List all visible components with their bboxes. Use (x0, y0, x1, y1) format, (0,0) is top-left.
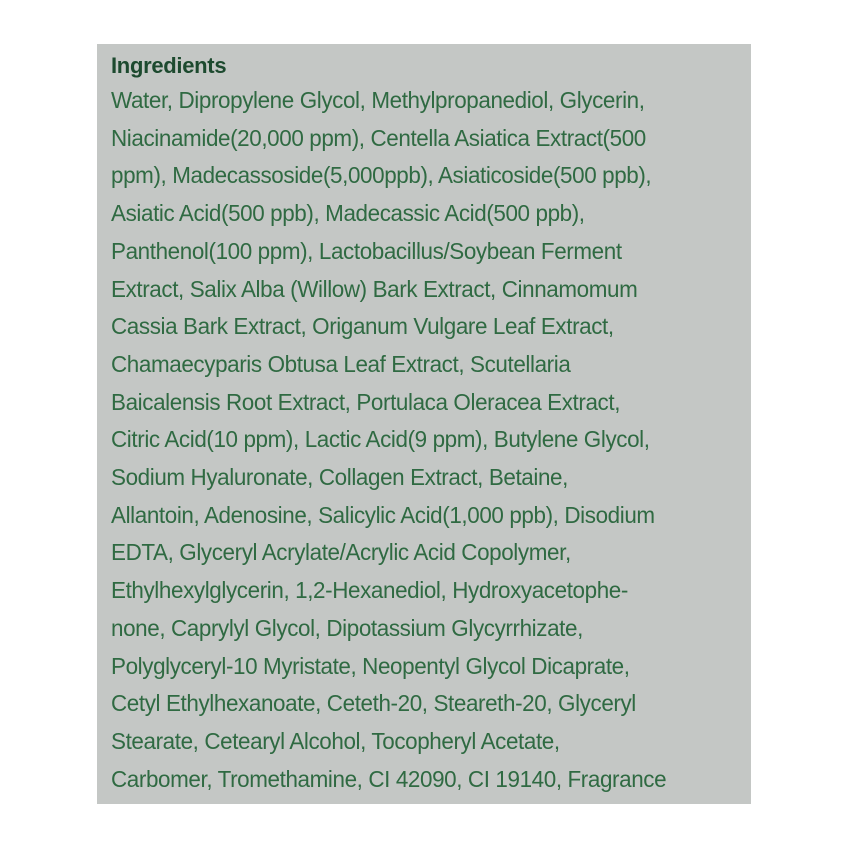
ingredients-title: Ingredients (111, 53, 227, 78)
ingredient-line: ppm), Madecassoside(5,000ppb), Asiaticoside(500 ppb), (111, 162, 652, 189)
ingredient-line: Extract, Salix Alba (Willow) Bark Extract, Cinnamomum (111, 275, 638, 302)
ingredient-line: Stearate, Cetearyl Alcohol, Tocopheryl Acetate, (111, 727, 560, 754)
ingredient-line: EDTA, Glyceryl Acrylate/Acrylic Acid Copolymer, (111, 539, 571, 566)
ingredient-line: Water, Dipropylene Glycol, Methylpropanediol, Glycerin, (111, 87, 645, 113)
ingredient-line: Panthenol(100 ppm), Lactobacillus/Soybean Ferment (111, 237, 622, 264)
ingredient-line: Ethylhexylglycerin, 1,2-Hexanediol, Hydroxyacetophe- (111, 577, 628, 604)
ingredient-line: none, Caprylyl Glycol, Dipotassium Glycyrrhizate, (111, 614, 583, 641)
ingredient-line: Allantoin, Adenosine, Salicylic Acid(1,000 ppb), Disodium (111, 501, 655, 528)
ingredient-line: Niacinamide(20,000 ppm), Centella Asiatica Extract(500 (111, 124, 646, 151)
ingredient-line: Polyglyceryl-10 Myristate, Neopentyl Glycol Dicaprate, (111, 652, 630, 679)
ingredient-line: Asiatic Acid(500 ppb), Madecassic Acid(500 ppb), (111, 200, 585, 227)
ingredient-line: Carbomer, Tromethamine, CI 42090, CI 19140, Fragrance (111, 765, 667, 792)
ingredient-line: Cassia Bark Extract, Origanum Vulgare Leaf Extract, (111, 313, 614, 340)
ingredient-line: Sodium Hyaluronate, Collagen Extract, Betaine, (111, 464, 568, 491)
ingredient-line: Baicalensis Root Extract, Portulaca Oleracea Extract, (111, 388, 621, 415)
ingredient-line: Citric Acid(10 ppm), Lactic Acid(9 ppm), Butylene Glycol, (111, 426, 650, 453)
ingredient-list (111, 82, 751, 798)
ingredients-label (97, 44, 751, 804)
ingredient-line: Cetyl Ethylhexanoate, Ceteth-20, Steareth-20, Glyceryl (111, 690, 636, 717)
ingredient-line: Chamaecyparis Obtusa Leaf Extract, Scutellaria (111, 350, 571, 377)
